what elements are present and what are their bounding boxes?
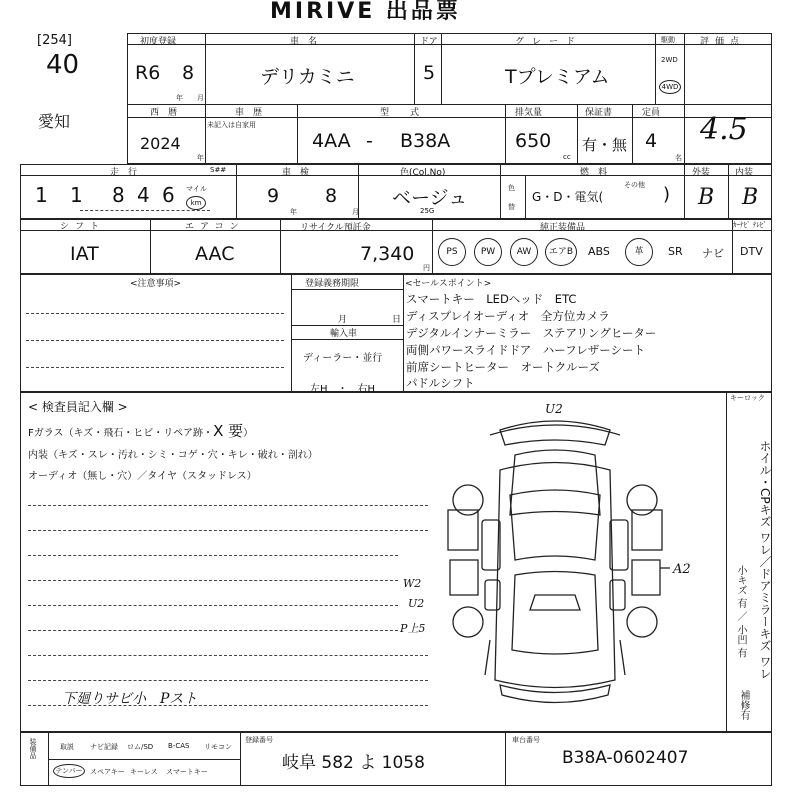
fuel-close: ) — [663, 184, 671, 205]
recycle-fee: 7,340 — [360, 243, 415, 265]
drive-2wd: 2WD — [661, 56, 678, 64]
label-remocon: リモコン — [204, 743, 232, 751]
label-sonota: その他 — [624, 181, 645, 189]
label-nen: 年 — [176, 94, 183, 102]
inspection-line1-end: ） — [243, 428, 254, 439]
unit-km: km — [186, 196, 206, 210]
exterior-grade: B — [698, 185, 715, 210]
score: 4.5 — [700, 112, 748, 147]
right-side-label: ホイル・CPキズ ワレ／ドアミラーキズ ワレ — [758, 440, 772, 680]
label-import: 輸入車 — [330, 329, 358, 339]
sales-point-1: スマートキー LEDヘッド ETC — [406, 292, 577, 306]
label-nen-2: 年 — [197, 154, 204, 162]
label-tenpa: テンパー — [53, 764, 85, 778]
lane-number: 40 — [46, 50, 80, 80]
label-capacity: 定員 — [642, 108, 661, 118]
sales-point-6: パドルシフト — [406, 376, 475, 390]
label-inspection: 車 検 — [282, 168, 310, 178]
lot-number: [254] — [37, 33, 72, 48]
sales-point-2: ディスプレイオーディオ 全方位カメラ — [406, 309, 610, 323]
label-exterior: 外装 — [692, 168, 711, 178]
label-navi-cd: ナビ記録 — [90, 743, 118, 751]
model-dash: - — [366, 130, 373, 152]
equip-dtv: DTV — [740, 245, 763, 258]
label-equipment: 純正装備品 — [540, 223, 586, 233]
fuel: G・D・電気( — [532, 190, 604, 204]
diagram-mark-front: U2 — [545, 402, 563, 416]
label-keyless2: キーレス — [130, 768, 158, 776]
first-reg-year: R6 — [135, 62, 161, 84]
label-mileage: 走 行 — [110, 168, 138, 178]
equip-ps: PS — [438, 238, 466, 266]
shift: IAT — [70, 243, 99, 265]
label-getsu: 月 — [338, 315, 348, 325]
right-small-label: 小キズ 有 ／ 小凹 有 — [735, 565, 746, 658]
page-title: MIRIVE 出品票 — [270, 0, 461, 24]
equip-airbag: エアB — [545, 238, 577, 266]
label-grade: グレード — [515, 37, 584, 47]
color-no: 25G — [420, 207, 435, 215]
mileage-digit-1: 1 — [35, 183, 48, 207]
equip-abs: ABS — [588, 245, 610, 258]
diagram-mark-right: A2 — [673, 562, 691, 577]
import-steering: 左H ・ 右H — [310, 384, 376, 395]
label-shift: シフト — [60, 222, 106, 232]
right-repair-label: 補修有 — [738, 690, 749, 720]
sales-point-5: 前席シートヒーター オートクルーズ — [406, 360, 600, 374]
mileage-digit-2: 1 — [70, 183, 83, 207]
equip-leather: 革 — [625, 238, 653, 266]
drive-4wd: 4WD — [659, 80, 681, 94]
label-door: ドア — [420, 37, 438, 47]
diagram-mark-left-2: U2 — [408, 597, 425, 610]
capacity: 4 — [645, 130, 658, 152]
inspection-month: 8 — [325, 185, 338, 207]
label-tsuki: 月 — [197, 94, 204, 102]
label-bcas: B-CAS — [168, 742, 190, 750]
car-damage-diagram — [430, 400, 680, 710]
label-aircon: エアコン — [185, 222, 245, 232]
label-yen: 円 — [423, 264, 430, 272]
label-inspector: < 検査員記入欄 > — [28, 400, 128, 414]
registration-plate: 岐阜 582 よ 1058 — [282, 753, 425, 773]
interior-grade: B — [742, 185, 759, 210]
mileage-digit-5: 6 — [162, 183, 175, 207]
label-first-reg: 初度登録 — [140, 37, 177, 47]
model-prefix: 4AA — [312, 130, 351, 152]
label-recycle: リサイクル預託金 — [300, 223, 371, 233]
equip-navi: ナビ — [702, 247, 724, 260]
label-spare: スペアキー — [90, 768, 125, 776]
label-bottom-hdr: 装備品 — [29, 738, 37, 759]
label-s-mark: S## — [210, 166, 227, 174]
inspection-line1: Fガラス（キズ・飛石・ヒビ・リペア跡・ — [28, 428, 214, 439]
equip-pw: PW — [474, 238, 502, 266]
label-key-lock: キーロック — [730, 394, 765, 402]
sales-point-3: デジタルインナーミラー ステアリングヒーター — [406, 326, 657, 340]
label-drive: 駆動 — [661, 36, 675, 44]
chassis-number: B38A-0602407 — [562, 748, 689, 768]
label-reg-no: 登録番号 — [245, 736, 273, 744]
color: ベージュ — [392, 187, 468, 209]
inspection-line1-mark: X 要 — [213, 422, 244, 440]
label-car-name: 車 名 — [290, 37, 318, 47]
label-reg-expiry: 登録義務期限 — [305, 279, 360, 289]
label-interior: 内装 — [735, 168, 754, 178]
label-tori: 取説 — [60, 743, 74, 751]
inspection-line3: オーディオ（無し・穴）／タイヤ（スタッドレス） — [28, 471, 257, 482]
label-mei: 名 — [675, 154, 682, 162]
mileage-digit-4: 4 — [137, 183, 150, 207]
label-rom: ロム/SD — [127, 743, 154, 751]
mileage-digit-3: 8 — [112, 183, 125, 207]
aircon: AAC — [195, 243, 235, 265]
label-seireki: 西 暦 — [150, 108, 178, 118]
label-keyless: ｶｰﾅﾋﾞ ﾃﾚﾋﾞ — [733, 221, 767, 229]
label-score: 評価点 — [700, 37, 746, 47]
label-model: 型 式 — [380, 108, 426, 118]
year-ad: 2024 — [140, 134, 181, 153]
door-count: 5 — [423, 62, 436, 84]
equip-sr: SR — [668, 245, 683, 258]
warranty: 有・無 — [582, 136, 628, 154]
label-cc: cc — [563, 153, 571, 161]
label-chassis-no: 車台番号 — [512, 736, 540, 744]
import-dealer: ディーラー・並行 — [303, 353, 383, 364]
label-caution: <注意事項> — [130, 279, 182, 289]
label-gae: 替 — [508, 203, 515, 211]
label-fuel: 燃 料 — [580, 168, 608, 178]
car-name: デリカミニ — [260, 66, 355, 88]
displacement: 650 — [515, 130, 552, 152]
label-color: 色(Col.No) — [400, 168, 446, 178]
sales-point-4: 両側パワースライドドア ハーフレザーシート — [406, 343, 645, 357]
region: 愛知 — [38, 112, 71, 131]
diagram-mark-left-3: P上5 — [400, 622, 426, 635]
first-reg-month: 8 — [182, 62, 195, 84]
label-warranty: 保証書 — [585, 108, 613, 118]
grade: Tプレミアム — [505, 66, 610, 88]
label-displacement: 排気量 — [515, 108, 543, 118]
label-nichi: 日 — [392, 315, 402, 325]
label-tsuki-2: 月 — [352, 208, 359, 216]
label-mile: マイル — [186, 185, 207, 193]
label-shareki: 車 歴 — [235, 108, 263, 118]
diagram-mark-left-1: W2 — [403, 577, 422, 590]
label-sales-point: <セールスポイント> — [405, 279, 492, 289]
label-smartkey: スマートキー — [166, 768, 208, 776]
label-nen-3: 年 — [290, 208, 297, 216]
equip-aw: AW — [510, 238, 538, 266]
notes-row — [20, 274, 772, 392]
label-iro: 色 — [508, 184, 515, 192]
inspection-line2: 内装（キズ・スレ・汚れ・シミ・コゲ・穴・キレ・破れ・剖れ） — [28, 450, 318, 461]
inspection-year: 9 — [267, 185, 280, 207]
label-shareki-note: 未記入は自家用 — [207, 121, 256, 129]
handwritten-note: 下廻りサビ小 Pスト — [62, 691, 198, 707]
model-code: B38A — [400, 130, 451, 152]
